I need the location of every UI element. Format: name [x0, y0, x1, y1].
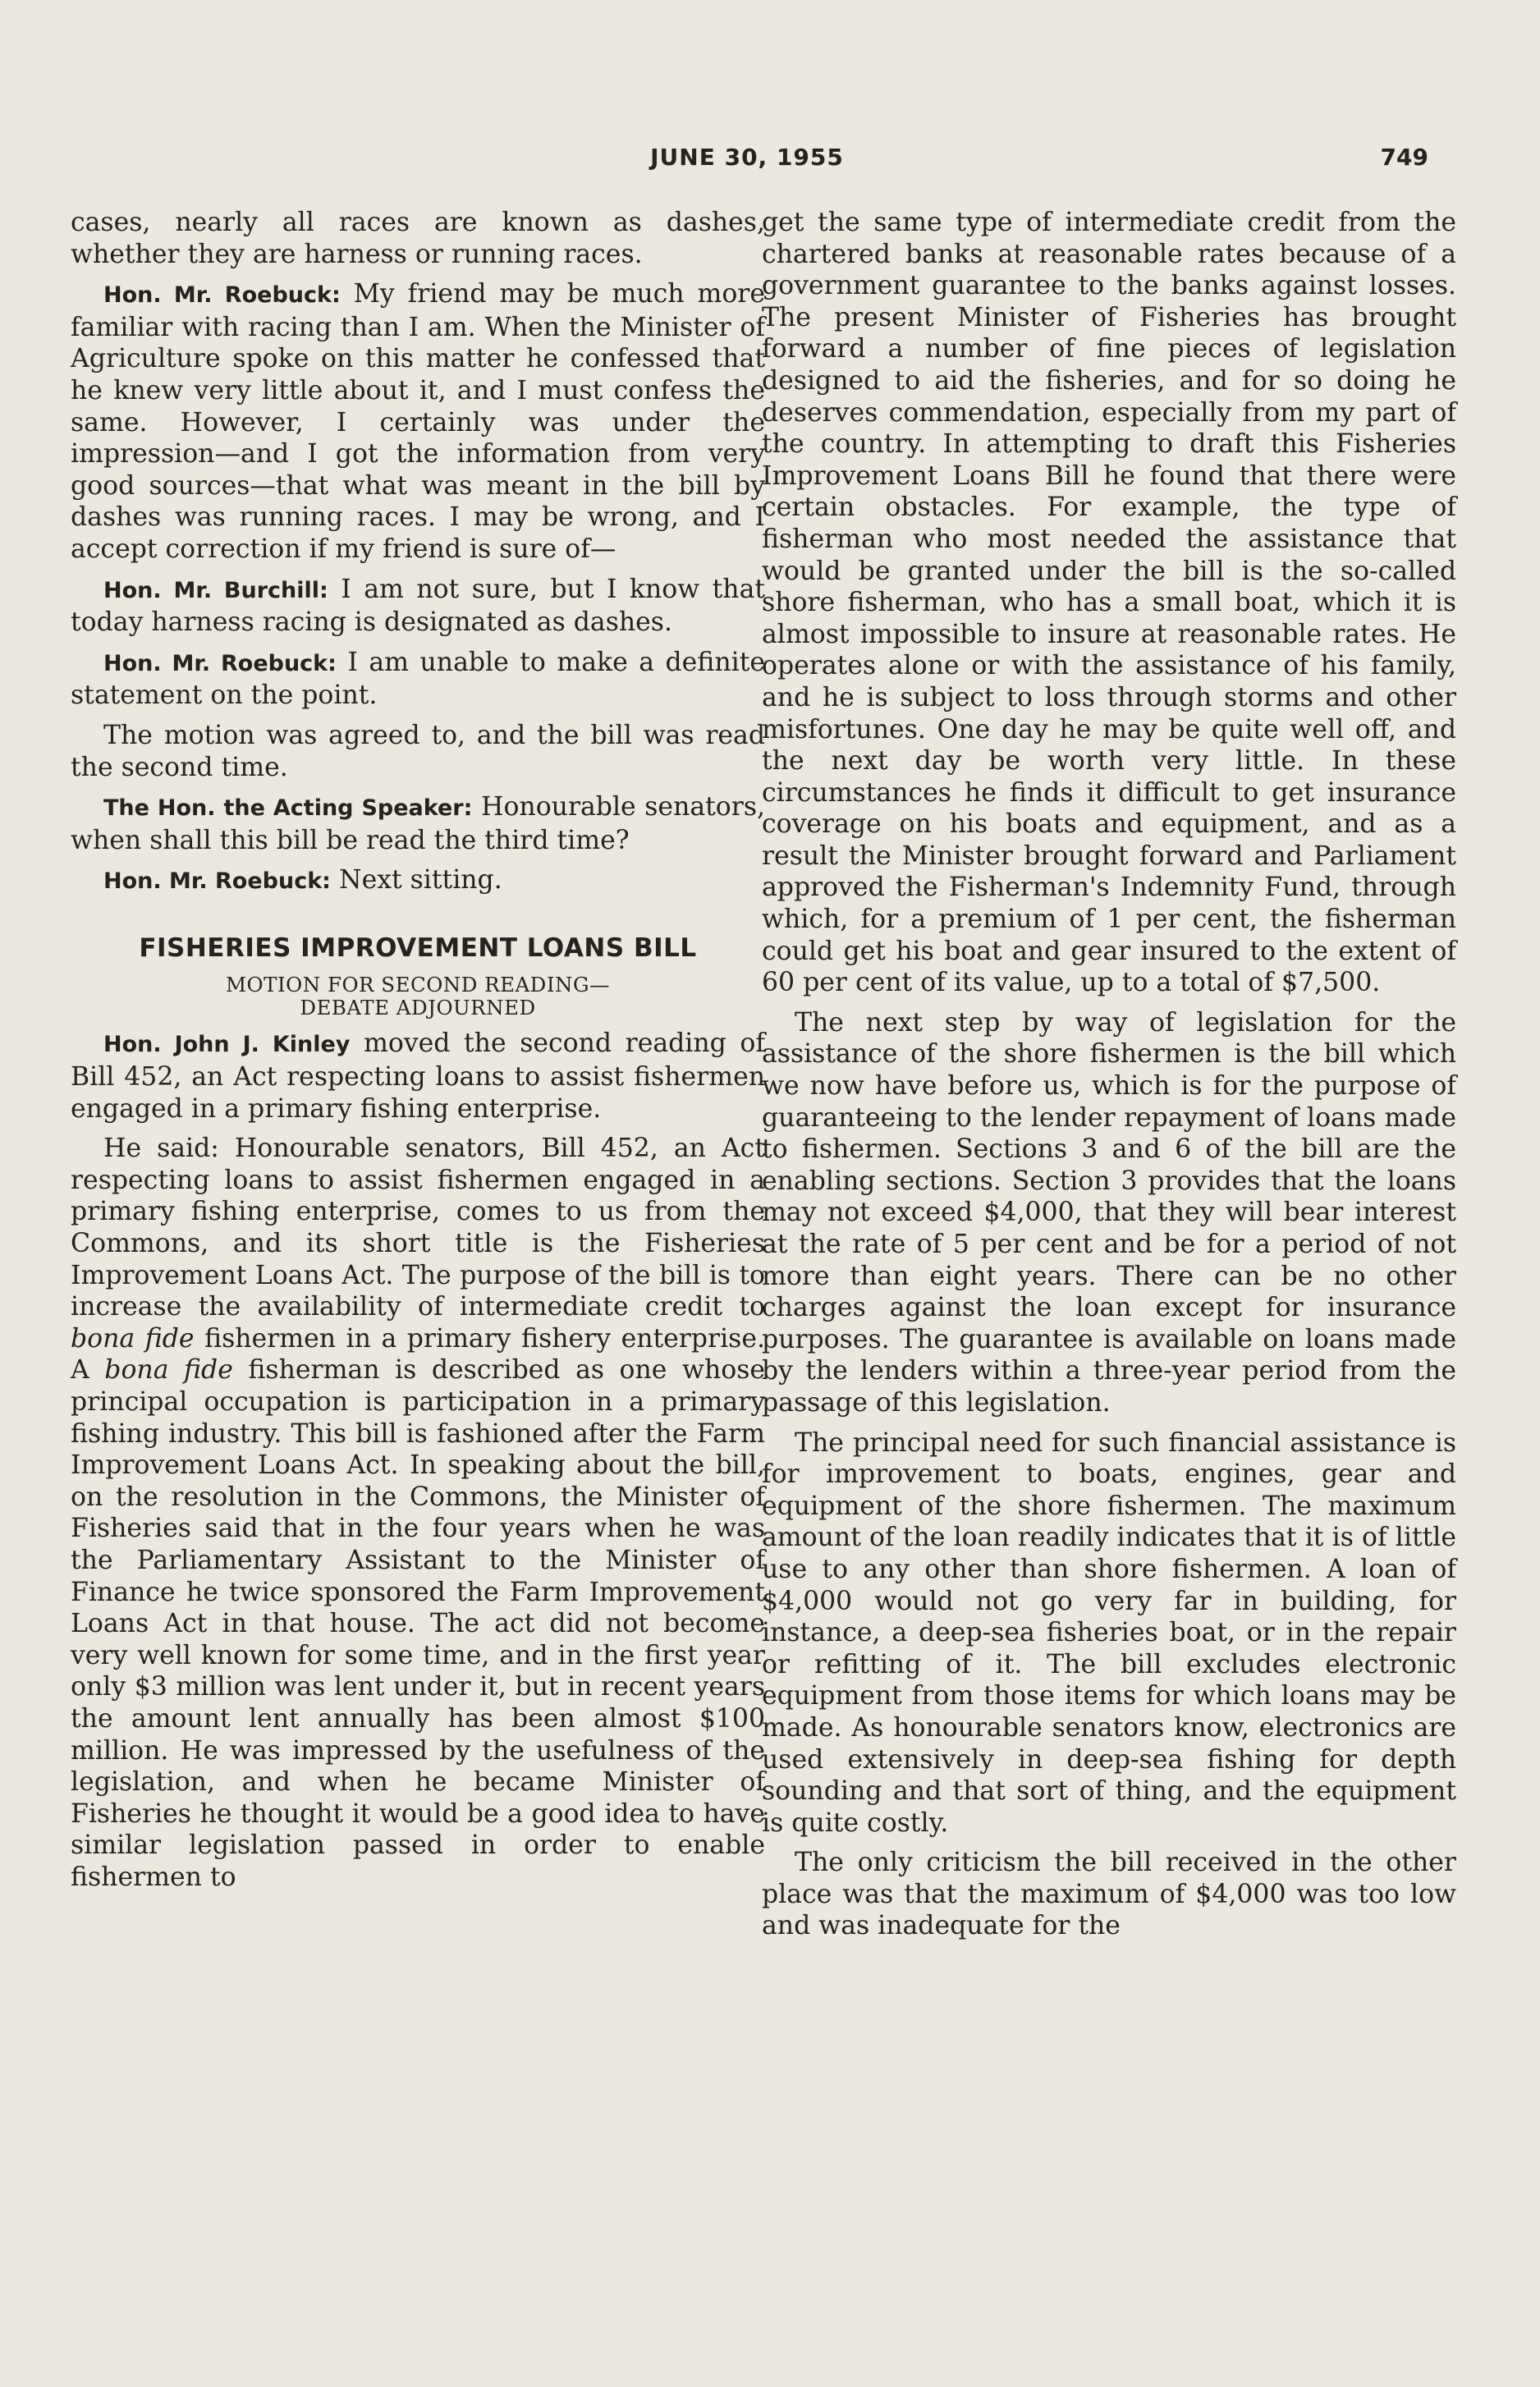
speech-paragraph	[71, 1133, 765, 1893]
paragraph: cases, nearly all races are known as dashes, whether they are harness or running races.	[71, 208, 765, 269]
speech-paragraph	[71, 278, 765, 565]
speech-text: Honourable senators, when shall this bill be read the third time?	[71, 792, 765, 855]
speech-paragraph	[71, 791, 765, 856]
speech-paragraph	[71, 647, 765, 712]
speech-paragraph	[71, 1028, 765, 1125]
speaker-name: Hon. Mr. Roebuck:	[103, 650, 337, 676]
speech-text: fishermen in a primary fishery enterprise. A	[71, 1323, 765, 1386]
speaker-name: Hon. Mr. Burchill:	[103, 577, 328, 603]
paragraph: The only criticism the bill received in the other place was that the maximum of $4,000 was too low and was inadequate for the	[762, 1848, 1456, 1941]
speaker-name: Hon. John J. Kinley	[103, 1032, 351, 1058]
page-header	[66, 144, 1428, 185]
speech-text: I am not sure, but I know that today harness racing is designated as dashes.	[71, 574, 766, 638]
speech-paragraph	[71, 574, 765, 639]
speech-text: moved the second reading of Bill 452, an Act respecting loans to assist fishermen engaged in a primary fishing enterprise.	[71, 1029, 766, 1124]
speaker-name: Hon. Mr. Roebuck:	[103, 282, 341, 309]
speech-text: fisherman is described as one whose principal occupation is participation in a primary fishing industry. This bill is fashioned after the Farm Improvement Loans Act. In speaking about the bill, on the resolution in the Commons, the Minister of Fisheries said that in the four years when he was the Parliamentary Assistant to the Minister of Finance he twice sponsored the Farm Improvement Loans Act in that house. The act did not become very well known for some time, and in the first year only $3 million was lent under it, but in recent years the amount lent annually has been almost $100 million. He was impressed by the usefulness of the legislation, and when he became Minister of Fisheries he thought it would be a good idea to have similar legislation passed in order to enable fishermen to	[71, 1355, 766, 1892]
section-subheading	[71, 974, 765, 1019]
subheading-line: MOTION FOR SECOND READING—	[225, 973, 611, 997]
section-heading: FISHERIES IMPROVEMENT LOANS BILL	[139, 932, 697, 963]
speech-text: Next sitting.	[339, 865, 502, 896]
paragraph: The principal need for such financial assistance is for improvement to boats, engines, gear and equipment of the shore fishermen. The maximum amount of the loan readily indicates that it is of little use to any other than shore fishermen. A loan of $4,000 would not go very far in building, for instance, a deep-sea fisheries boat, or in the repair or refitting of it. The bill excludes electronic equipment from those items for which loans may be made. As honourable senators know, electronics are used extensively in deep-sea fishing for depth sounding and that sort of thing, and the equipment is quite costly.	[762, 1427, 1456, 1838]
speech-text: I am unable to make a definite statement on the point.	[71, 647, 765, 711]
paragraph: get the same type of intermediate credit from the chartered banks at reasonable rates because of a government guarantee to the banks against losses. The present Minister of Fisheries has brought forward a number of fine pieces of legislation designed to aid the fisheries, and for so doing he deserves commendation, especially from my part of the country. In attempting to draft this Fisheries Improvement Loans Bill he found that there were certain obstacles. For example, the type of fisherman who most needed the assistance that would be granted under the bill is the so-called shore fisherman, who has a small boat, which it is almost impossible to insure at reasonable rates. He operates alone or with the assistance of his family, and he is subject to loss through storms and other misfortunes. One day he may be quite well off, and the next day be worth very little. In these circumstances he finds it difficult to get insurance coverage on his boats and equipment, and as a result the Minister brought forward and Parliament approved the Fisherman's Indemnity Fund, through which, for a premium of 1 per cent, the fisherman could get his boat and gear insured to the extent of 60 per cent of its value, up to a total of $7,500.	[762, 208, 1456, 998]
header-date: JUNE 30, 1955	[650, 144, 844, 171]
page-number: 749	[1380, 144, 1428, 171]
italic-term: bona fide	[71, 1323, 195, 1354]
speech-text: My friend may be much more familiar with racing than I am. When the Minister of Agriculture spoke on this matter he confessed that he knew very little about it, and I must confess the same. However, I certainly was under the impression—and I got the information from very good sources—that what was meant in the bill by dashes was running races. I may be wrong, and I accept correction if my friend is sure of—	[71, 279, 765, 564]
speech-text: He said: Honourable senators, Bill 452, an Act respecting loans to assist fishermen engaged in a primary fishing enterprise, comes to us from the Commons, and its short title is the Fisheries Improvement Loans Act. The purpose of the bill is to increase the availability of intermediate credit to	[71, 1134, 765, 1322]
paragraph: The motion was agreed to, and the bill was read the second time.	[71, 720, 765, 782]
paragraph: The next step by way of legislation for the assistance of the shore fishermen is the bill which we now have before us, which is for the purpose of guaranteeing to the lender repayment of loans made to fishermen. Sections 3 and 6 of the bill are the enabling sections. Section 3 provides that the loans may not exceed $4,000, that they will bear interest at the rate of 5 per cent and be for a period of not more than eight years. There can be no other charges against the loan except for insurance purposes. The guarantee is available on loans made by the lenders within a three-year period from the passage of this legislation.	[762, 1007, 1456, 1418]
speaker-name: Hon. Mr. Roebuck:	[103, 868, 331, 895]
right-column	[762, 207, 1456, 1950]
italic-term: bona fide	[104, 1355, 233, 1386]
subheading-line: DEBATE ADJOURNED	[300, 996, 536, 1020]
speech-paragraph	[71, 864, 765, 898]
left-column	[71, 207, 765, 1902]
speaker-name: The Hon. the Acting Speaker:	[103, 795, 473, 822]
